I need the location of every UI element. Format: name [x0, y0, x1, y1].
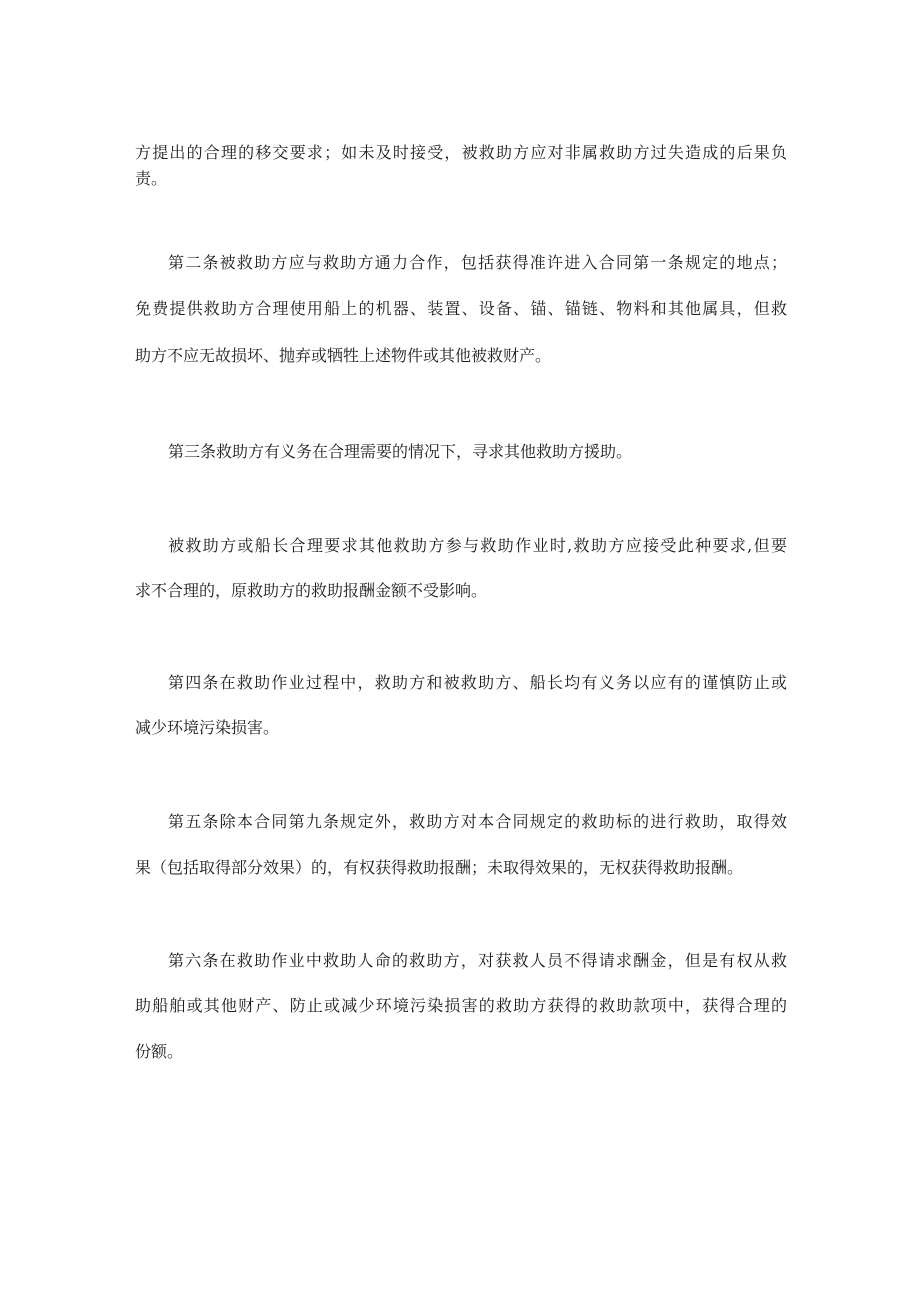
- text-line: 助方不应无故损坏、抛弃或牺牲上述物件或其他被救财产。: [135, 346, 552, 365]
- text-line: 求不合理的，原救助方的救助报酬金额不受影响。: [135, 581, 488, 600]
- text-line: 果（包括取得部分效果）的，有权获得救助报酬；未取得效果的，无权获得救助报酬。: [135, 858, 744, 877]
- text-line: 份额。: [135, 1042, 184, 1061]
- text-line: 减少环境污染损害。: [135, 718, 280, 737]
- text-line: 责。: [135, 169, 168, 188]
- text-line: 第二条被救助方应与救助方通力合作，包括获得准许进入合同第一条规定的地点；: [168, 253, 787, 272]
- text-line: 方提出的合理的移交要求；如未及时接受，被救助方应对非属救助方过失造成的后果负: [135, 143, 787, 162]
- text-line: 第六条在救助作业中救助人命的救助方，对获救人员不得请求酬金，但是有权从救: [168, 951, 787, 970]
- text-line: 助船舶或其他财产、防止或减少环境污染损害的救助方获得的救助款项中，获得合理的: [135, 996, 787, 1015]
- text-line: 第三条救助方有义务在合理需要的情况下，寻求其他救助方援助。: [168, 442, 633, 461]
- text-line: 第五条除本合同第九条规定外，救助方对本合同规定的救助标的进行救助，取得效: [168, 812, 787, 831]
- text-line: 免费提供救助方合理使用船上的机器、装置、设备、锚、锚链、物料和其他属具，但救: [135, 299, 787, 318]
- text-line: 被救助方或船长合理要求其他救助方参与救助作业时,救助方应接受此种要求,但要: [168, 536, 787, 555]
- text-line: 第四条在救助作业过程中，救助方和被救助方、船长均有义务以应有的谨慎防止或: [168, 673, 787, 692]
